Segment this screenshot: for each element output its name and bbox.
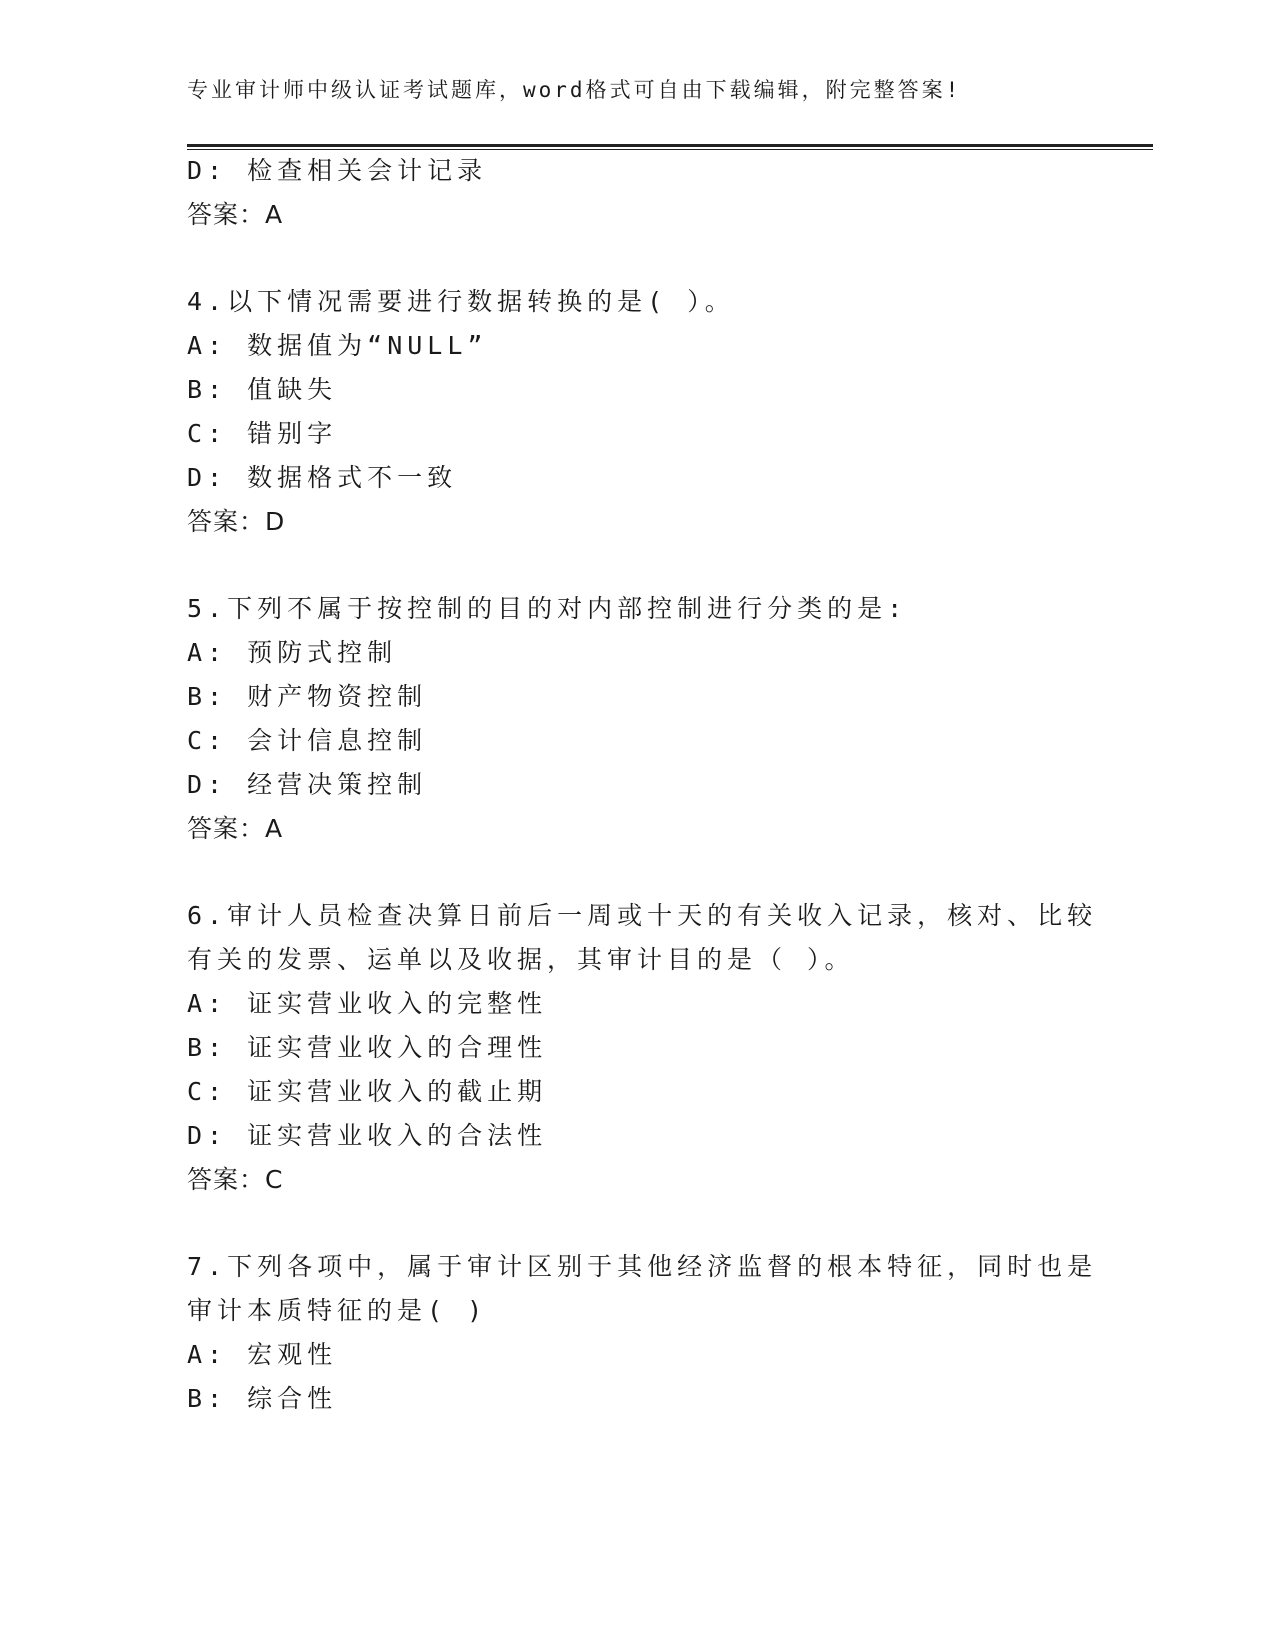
question-4-stem: 4.以下情况需要进行数据转换的是( ）。 [187, 287, 735, 316]
question-6-answer: 答案：C [187, 1165, 284, 1194]
question-6-option-b: B: 证实营业收入的合理性 [187, 1033, 548, 1062]
question-5-option-d: D: 经营决策控制 [187, 770, 428, 799]
question-6-stem-line-1: 6.审计人员检查决算日前后一周或十天的有关收入记录，核对、比较 [187, 901, 1098, 930]
question-6-option-d: D: 证实营业收入的合法性 [187, 1121, 548, 1150]
question-7-option-a: A: 宏观性 [187, 1340, 338, 1369]
question-6-option-c: C: 证实营业收入的截止期 [187, 1077, 548, 1106]
question-7-stem-line-1: 7.下列各项中，属于审计区别于其他经济监督的根本特征，同时也是 [187, 1252, 1098, 1281]
question-5-option-b: B: 财产物资控制 [187, 682, 428, 711]
question-5-option-a: A: 预防式控制 [187, 638, 398, 667]
question-6-stem-line-2: 有关的发票、运单以及收据，其审计目的是（ ）。 [187, 945, 855, 974]
question-7-stem-line-2: 审计本质特征的是( ) [187, 1296, 488, 1325]
prev-option-d: D: 检查相关会计记录 [187, 156, 488, 185]
question-4-option-a: A: 数据值为“NULL” [187, 331, 488, 360]
question-5-option-c: C: 会计信息控制 [187, 726, 428, 755]
page-header: 专业审计师中级认证考试题库，word格式可自由下载编辑，附完整答案! [187, 78, 962, 102]
question-7-option-b: B: 综合性 [187, 1384, 338, 1413]
question-4-option-c: C: 错别字 [187, 419, 338, 448]
question-6-option-a: A: 证实营业收入的完整性 [187, 989, 548, 1018]
header-divider [187, 144, 1153, 150]
question-5-stem: 5.下列不属于按控制的目的对内部控制进行分类的是: [187, 594, 908, 623]
prev-answer: 答案：A [187, 200, 284, 229]
question-4-answer: 答案：D [187, 507, 286, 536]
question-4-option-d: D: 数据格式不一致 [187, 463, 458, 492]
question-5-answer: 答案：A [187, 814, 284, 843]
question-4-option-b: B: 值缺失 [187, 375, 338, 404]
